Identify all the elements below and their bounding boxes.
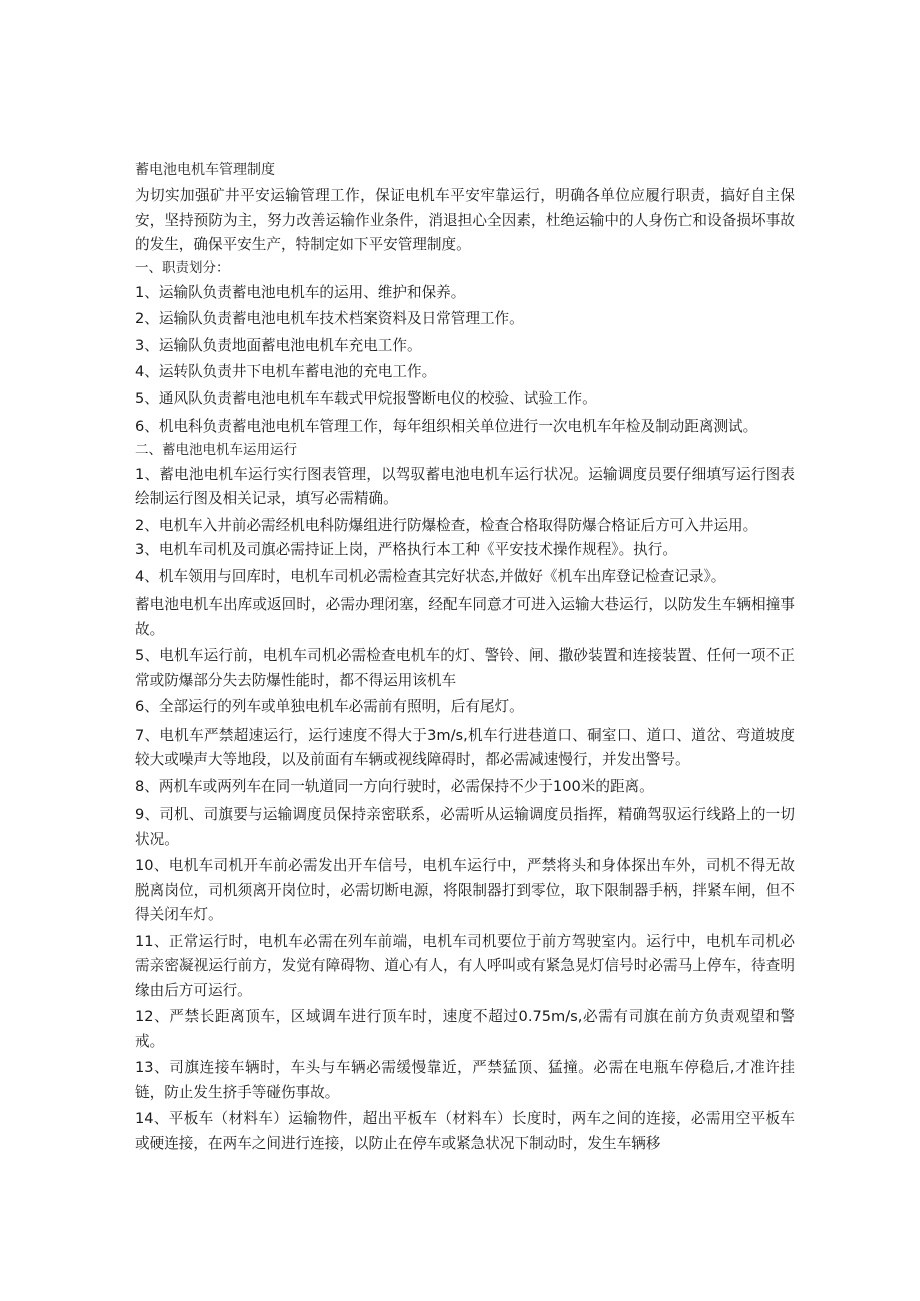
list-item: 2、电机车入井前必需经机电科防爆组进行防爆检查，检查合格取得防爆合格证后方可入井运用。: [135, 516, 758, 534]
list-item: 6、全部运行的列车或单独电机车必需前有照明，后有尾灯。: [135, 698, 524, 715]
list-item: 4、运转队负责井下电机车蓄电池的充电工作。: [135, 363, 437, 380]
list-item: 9、司机、司旗要与运输调度员保持亲密联系，必需听从运输调度员指挥，精确驾驭运行线路上的一切状况。: [135, 806, 795, 848]
list-item: 6、机电科负责蓄电池电机车管理工作，每年组织相关单位进行一次电机车年检及制动距离测试。: [135, 418, 758, 435]
list-item: 4、机车领用与回库时，电机车司机必需检查其完好状态,并做好《机车出库登记检查记录》。: [135, 567, 726, 585]
document-page: [135, 160, 795, 1156]
list-item: 蓄电池电机车出库或返回时，必需办理闭塞，经配车同意才可进入运输大巷运行，以防发生车辆相撞事故。: [135, 596, 795, 638]
list-item: 10、电机车司机开车前必需发出开车信号，电机车运行中，严禁将头和身体探出车外，司机不得无故脱离岗位，司机须离开岗位时，必需切断电源，将限制器打到零位，取下限制器手柄，拌紧车闸，但不得关闭车灯。: [135, 857, 795, 923]
list-item: 12、严禁长距离顶车，区域调车进行顶车时，速度不超过0.75m∕s,必需有司旗在前方负责观望和警戒。: [135, 1008, 795, 1050]
section-heading-duties: 一、职责划分：: [135, 259, 230, 276]
intro-paragraph: 为切实加强矿井平安运输管理工作，保证电机车平安牢靠运行，明确各单位应履行职责，搞好自主保安，坚持预防为主，努力改善运输作业条件，消退担心全因素，杜绝运输中的人身伤亡和设备损坏事故的发生，确保平安生产，特制定如下平安管理制度。: [135, 187, 795, 253]
list-item: 1、蓄电池电机车运行实行图表管理，以驾驭蓄电池电机车运行状况。运输调度员要仔细填写运行图表绘制运行图及相关记录，填写必需精确。: [135, 465, 795, 507]
list-item: 14、平板车（材料车）运输物件，超出平板车（材料车）长度时，两车之间的连接，必需用空平板车或硬连接，在两车之间进行连接，以防止在停车或紧急状况下制动时，发生车辆移: [135, 1110, 795, 1152]
list-item: 7、电机车严禁超速运行，运行速度不得大于3m∕s,机车行进巷道口、硐室口、道口、道岔、弯道坡度较大或噪声大等地段，以及前面有车辆或视线障碍时，都必需减速慢行，并发出警号。: [135, 726, 795, 768]
list-item: 11、正常运行时，电机车必需在列车前端，电机车司机要位于前方驾驶室内。运行中，电机车司机必需亲密凝视运行前方，发觉有障碍物、道心有人，有人呼叫或有紧急晃灯信号时必需马上停车，待查明缘由后方可运行。: [135, 932, 795, 999]
list-item: 2、运输队负责蓄电池电机车技术档案资料及日常管理工作。: [135, 310, 524, 327]
list-item: 8、两机车或两列车在同一轨道同一方向行驶时，必需保持不少于100米的距离。: [135, 777, 654, 795]
document-title: 蓄电池电机车管理制度: [135, 162, 275, 178]
list-item: 5、电机车运行前，电机车司机必需检查电机车的灯、警铃、闸、撒砂装置和连接装置、任何一项不正常或防爆部分失去防爆性能时，都不得运用该机车: [135, 647, 795, 689]
list-item: 1、运输队负责蓄电池电机车的运用、维护和保养。: [135, 283, 466, 301]
section-heading-operation: 二、蓄电池电机车运用运行: [135, 441, 297, 458]
list-item: 3、电机车司机及司旗必需持证上岗，严格执行本工种《平安技术操作规程》。执行。: [135, 541, 677, 558]
list-item: 13、司旗连接车辆时，车头与车辆必需缓慢靠近，严禁猛顶、猛撞。必需在电瓶车停稳后,才准许挂链，防止发生挤手等碰伤事故。: [135, 1059, 795, 1101]
list-item: 3、运输队负责地面蓄电池电机车充电工作。: [135, 336, 422, 354]
list-item: 5、通风队负责蓄电池电机车车载式甲烷报警断电仪的校验、试验工作。: [135, 389, 597, 407]
